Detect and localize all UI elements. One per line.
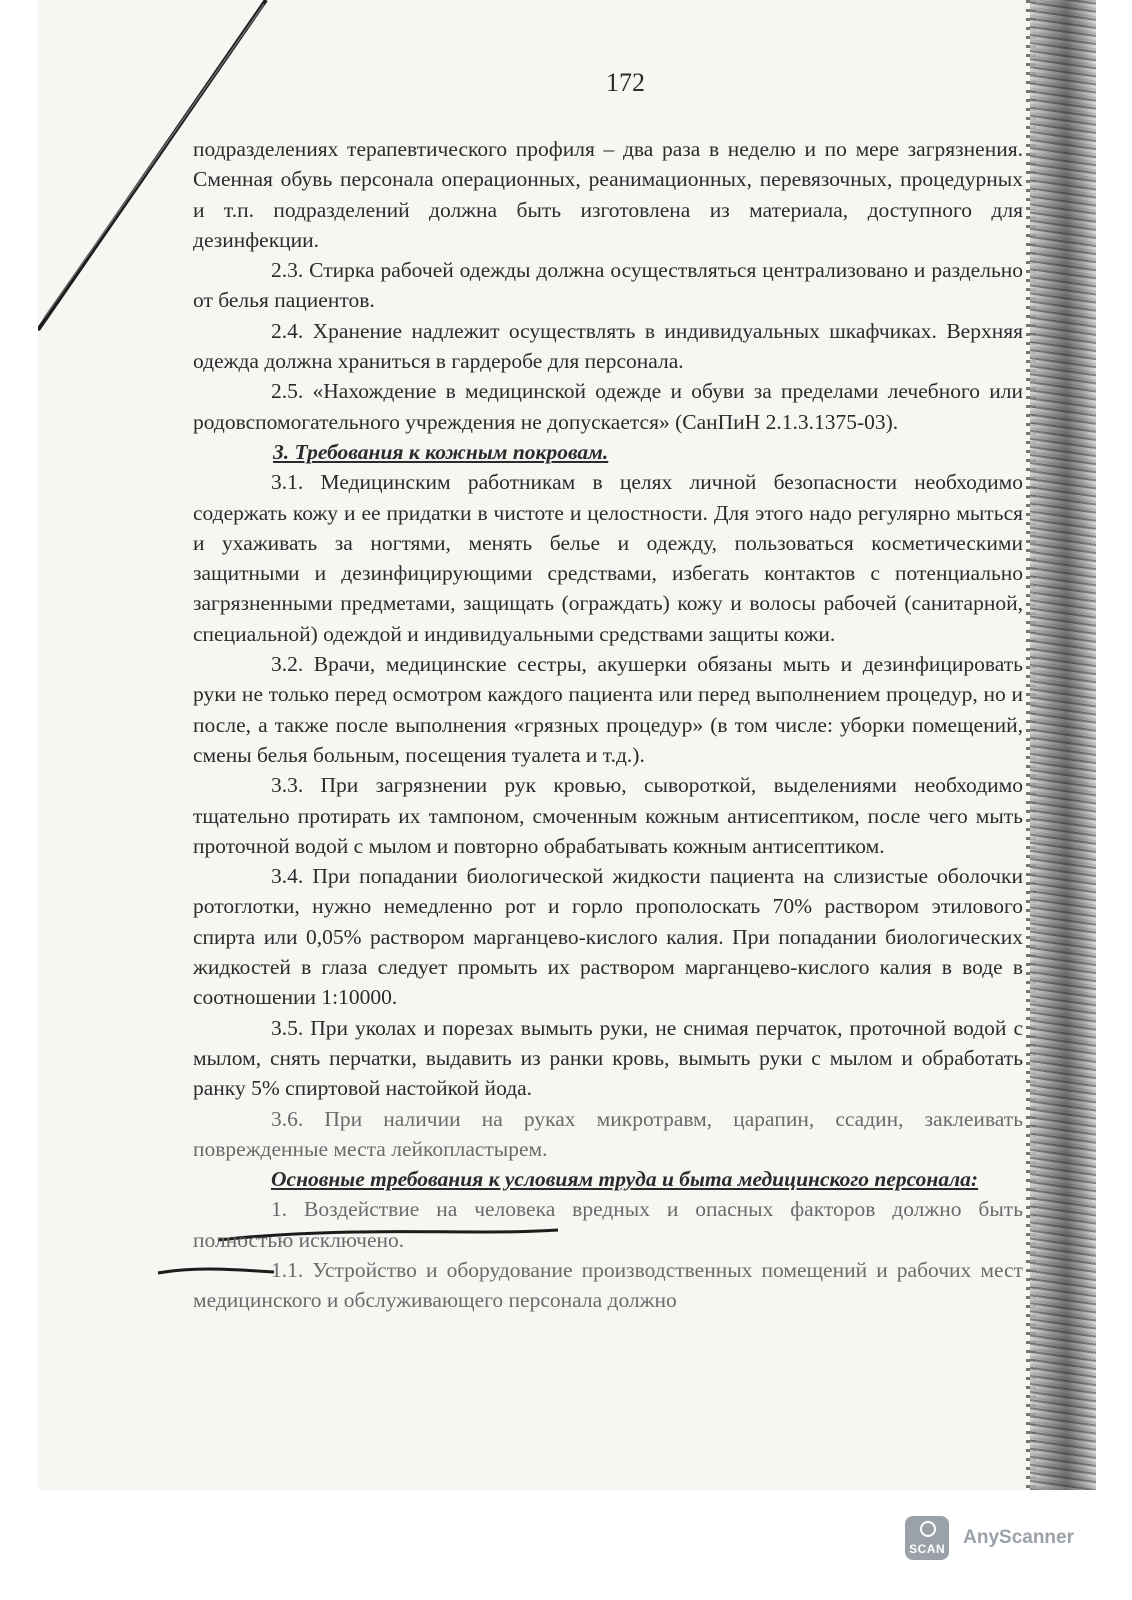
paragraph-3-5: 3.5. При уколах и порезах вымыть руки, не снимая перчаток, проточной водой с мылом, снять перчатки, выдавить из ранки кровь, вымыть руки с мылом и обработать ранку 5% спиртовой настойкой йода. <box>193 1015 1023 1101</box>
scan-app-icon <box>905 1516 949 1560</box>
paragraph-2-4: 2.4. Хранение надлежит осуществлять в индивидуальных шкафчиках. Верхняя одежда должна храниться в гардеробе для персонала. <box>193 318 1023 374</box>
section-heading-work-conditions: Основные требования к условиям труда и быта медицинского персонала: <box>271 1167 979 1192</box>
brand-name: AnyScanner <box>963 1527 1074 1548</box>
paragraph-1-1: 1.1. Устройство и оборудование производственных помещений и рабочих мест медицинского и обслуживающего персонала должно <box>193 1257 1023 1313</box>
lens-icon <box>920 1521 936 1537</box>
page-body <box>193 134 1023 1316</box>
page-number: 172 <box>606 68 645 97</box>
anyscanner-watermark <box>905 1516 1074 1560</box>
paragraph-continuation: подразделениях терапевтического профиля – два раза в неделю и по мере загрязнения. Сменная обувь персонала операционных, реанимационных, перевязочных, процедурных и т.п. подразделений должна быть изготовлена из материала, доступного для дезинфекции. <box>193 137 1023 252</box>
scanned-page <box>38 0 1096 1490</box>
paragraph-2-3: 2.3. Стирка рабочей одежды должна осуществляться централизовано и раздельно от белья пациентов. <box>193 258 1023 313</box>
section-heading-skin: 3. Требования к кожным покровам. <box>273 439 609 464</box>
paragraph-3-1: 3.1. Медицинским работникам в целях личной безопасности необходимо содержать кожу и ее придатки в чистоте и целостности. Для этого надо регулярно мыться и ухаживать за ногтями, менять белье и одежду, пользоваться косметическими защитными и дезинфицирующими средствами, избегать контактов с потенциально загрязненными предметами, защищать (ограждать) кожу и волосы рабочей (санитарной, специальной) одеждой и индивидуальными средствами защиты кожи. <box>193 470 1023 646</box>
scan-icon-label: SCAN <box>909 1542 946 1556</box>
paragraph-3-3: 3.3. При загрязнении рук кровью, сывороткой, выделениями необходимо тщательно протирать их тампоном, смоченным кожным антисептиком, после чего мыть проточной водой с мылом и повторно обрабатывать кожным антисептиком. <box>193 773 1023 858</box>
paragraph-3-6: 3.6. При наличии на руках микротравм, царапин, ссадин, заклеивать поврежденные места лейкопластырем. <box>193 1106 1023 1161</box>
book-spine-shadow <box>1030 0 1096 1490</box>
paragraph-1: 1. Воздействие на человека вредных и опасных факторов должно быть полностью исключено. <box>193 1197 1023 1252</box>
paragraph-2-5: 2.5. «Нахождение в медицинской одежде и обуви за пределами лечебного или родовспомогательного учреждения не допускается» (СанПиН 2.1.3.1375-03). <box>193 379 1023 434</box>
paragraph-3-2: 3.2. Врачи, медицинские сестры, акушерки обязаны мыть и дезинфицировать руки не только перед осмотром каждого пациента или перед выполнением процедур, но и после, а также после выполнения «грязных процедур» (в том числе: уборки помещений, смены белья больным, посещения туалета и т.д.). <box>193 652 1023 767</box>
paragraph-3-4: 3.4. При попадании биологической жидкости пациента на слизистые оболочки ротоглотки, нужно немедленно рот и горло прополоскать 70% раствором этилового спирта или 0,05% раствором марганцево-кислого калия. При попадании биологических жидкостей в глаза следует промыть их раствором марганцево-кислого калия в воде в соотношении 1:10000. <box>193 864 1023 1010</box>
